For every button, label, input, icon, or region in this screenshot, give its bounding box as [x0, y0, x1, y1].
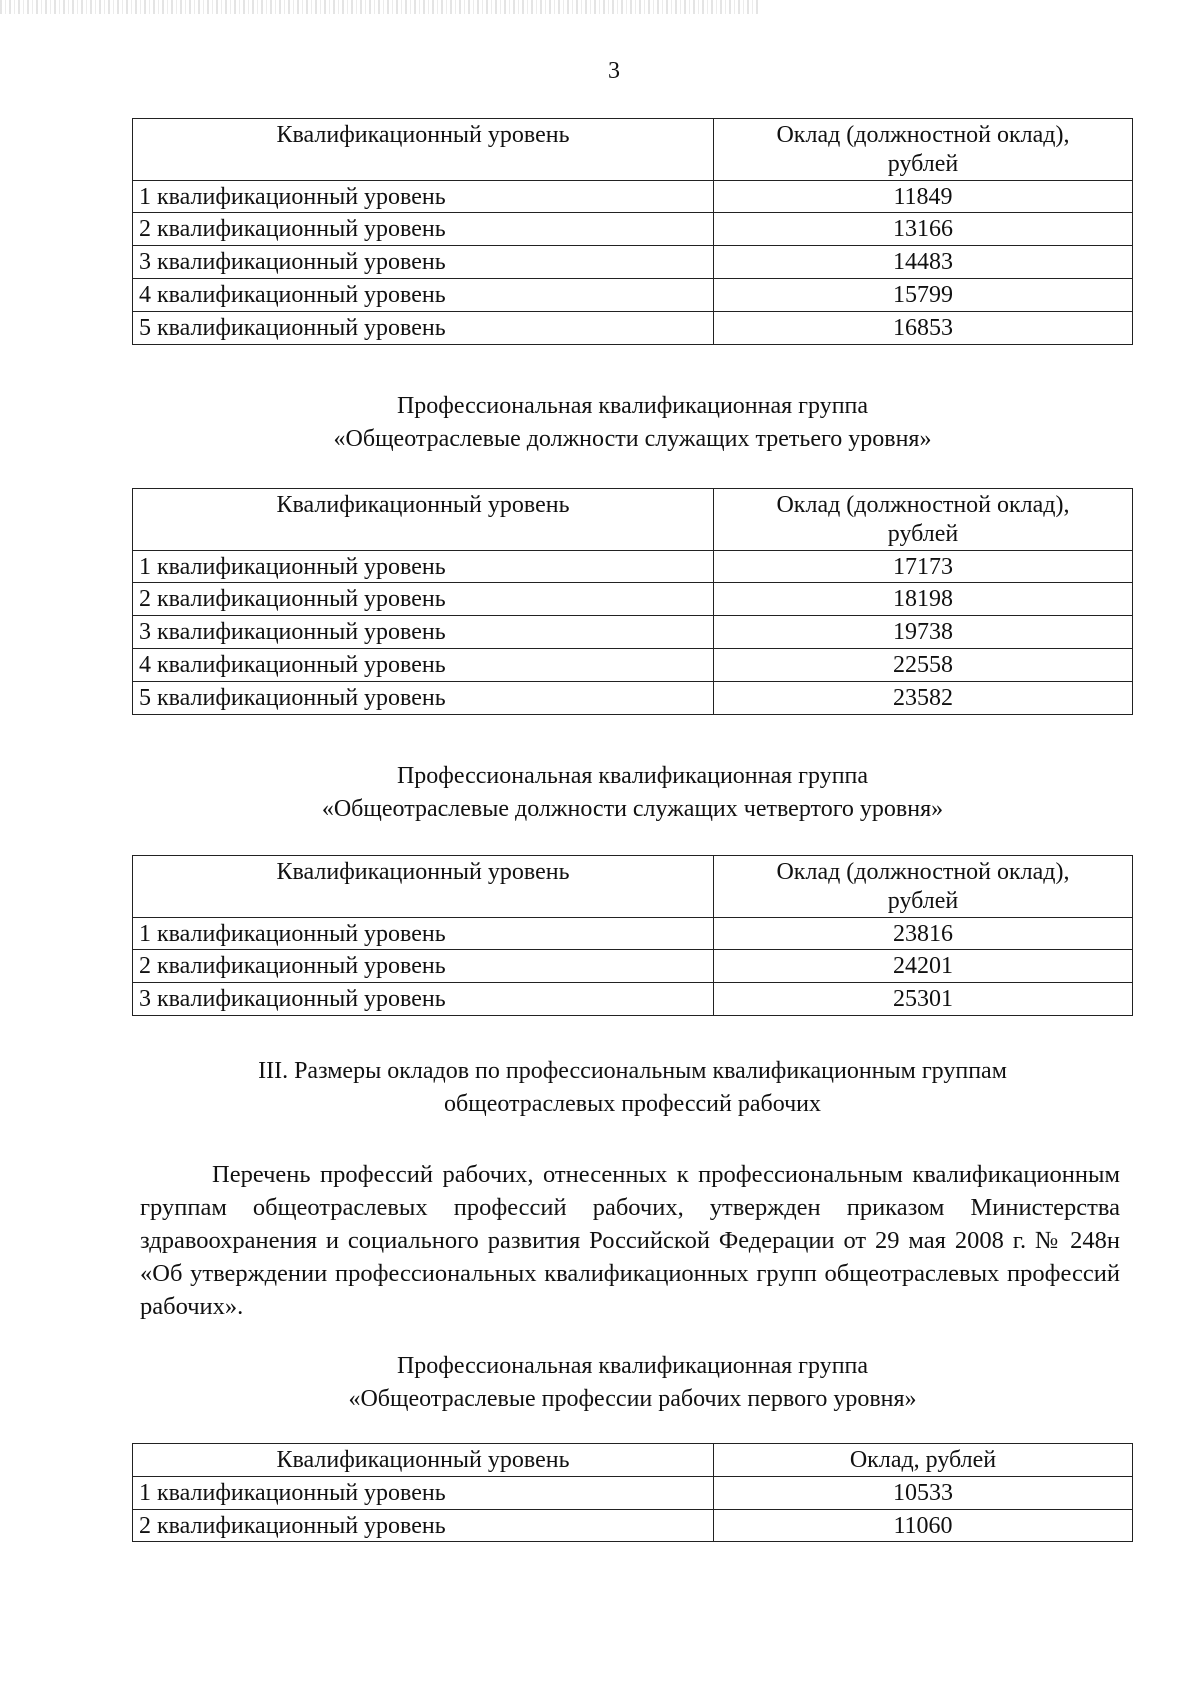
- table-row: 2 квалификационный уровень 18198: [133, 583, 1133, 616]
- header-level: Квалификационный уровень: [133, 489, 714, 551]
- section-heading: III. Размеры окладов по профессиональным квалификационным группам общеотраслевых профессий рабочих: [258, 1058, 1007, 1117]
- table-row: 1 квалификационный уровень 10533: [133, 1476, 1133, 1509]
- header-salary: Оклад (должностной оклад), рублей: [714, 489, 1133, 551]
- table-header-row: [133, 489, 1133, 551]
- table-row: 1 квалификационный уровень 17173: [133, 550, 1133, 583]
- header-salary: Оклад (должностной оклад), рублей: [714, 119, 1133, 181]
- salary-table-4: [132, 1443, 1133, 1542]
- table-row: 3 квалификационный уровень 14483: [133, 246, 1133, 279]
- header-level: Квалификационный уровень: [133, 119, 714, 181]
- page-number: 3: [608, 58, 620, 84]
- table-row: 1 квалификационный уровень 23816: [133, 917, 1133, 950]
- table-row: 4 квалификационный уровень 22558: [133, 648, 1133, 681]
- group-heading-2: Профессиональная квалификационная группа «Общеотраслевые должности служащих третьего уровня»: [333, 393, 932, 452]
- table-row: 2 квалификационный уровень 24201: [133, 950, 1133, 983]
- salary-table-3: [132, 855, 1133, 1016]
- table-header-row: [133, 119, 1133, 181]
- table-row: 3 квалификационный уровень 25301: [133, 983, 1133, 1016]
- body-paragraph: Перечень профессий рабочих, отнесенных к профессиональным квалификационным группам общеотраслевых профессий рабочих, утвержден приказом Министерства здравоохранения и социального развития Российской Федерации от 29 мая 2008 г. № 248н «Об утверждении профессиональных квалификационных групп общеотраслевых профессий рабочих».: [140, 1161, 1120, 1320]
- header-level: Квалификационный уровень: [133, 1444, 714, 1477]
- group-heading-4: Профессиональная квалификационная группа «Общеотраслевые профессии рабочих первого уровня»: [348, 1353, 917, 1412]
- table-row: 2 квалификационный уровень 11060: [133, 1509, 1133, 1542]
- table-row: 3 квалификационный уровень 19738: [133, 616, 1133, 649]
- table-row: 2 квалификационный уровень 13166: [133, 213, 1133, 246]
- table-header-row: [133, 856, 1133, 918]
- table-header-row: [133, 1444, 1133, 1477]
- header-salary: Оклад (должностной оклад), рублей: [714, 856, 1133, 918]
- scan-artifact: [0, 0, 760, 14]
- header-salary: Оклад, рублей: [714, 1444, 1133, 1477]
- table-row: 1 квалификационный уровень 11849: [133, 180, 1133, 213]
- salary-table-2: [132, 488, 1133, 715]
- table-row: 5 квалификационный уровень 16853: [133, 311, 1133, 344]
- table-row: 5 квалификационный уровень 23582: [133, 681, 1133, 714]
- group-heading-3: Профессиональная квалификационная группа «Общеотраслевые должности служащих четвертого уровня»: [321, 763, 944, 822]
- header-level: Квалификационный уровень: [133, 856, 714, 918]
- salary-table-1: [132, 118, 1133, 345]
- table-row: 4 квалификационный уровень 15799: [133, 278, 1133, 311]
